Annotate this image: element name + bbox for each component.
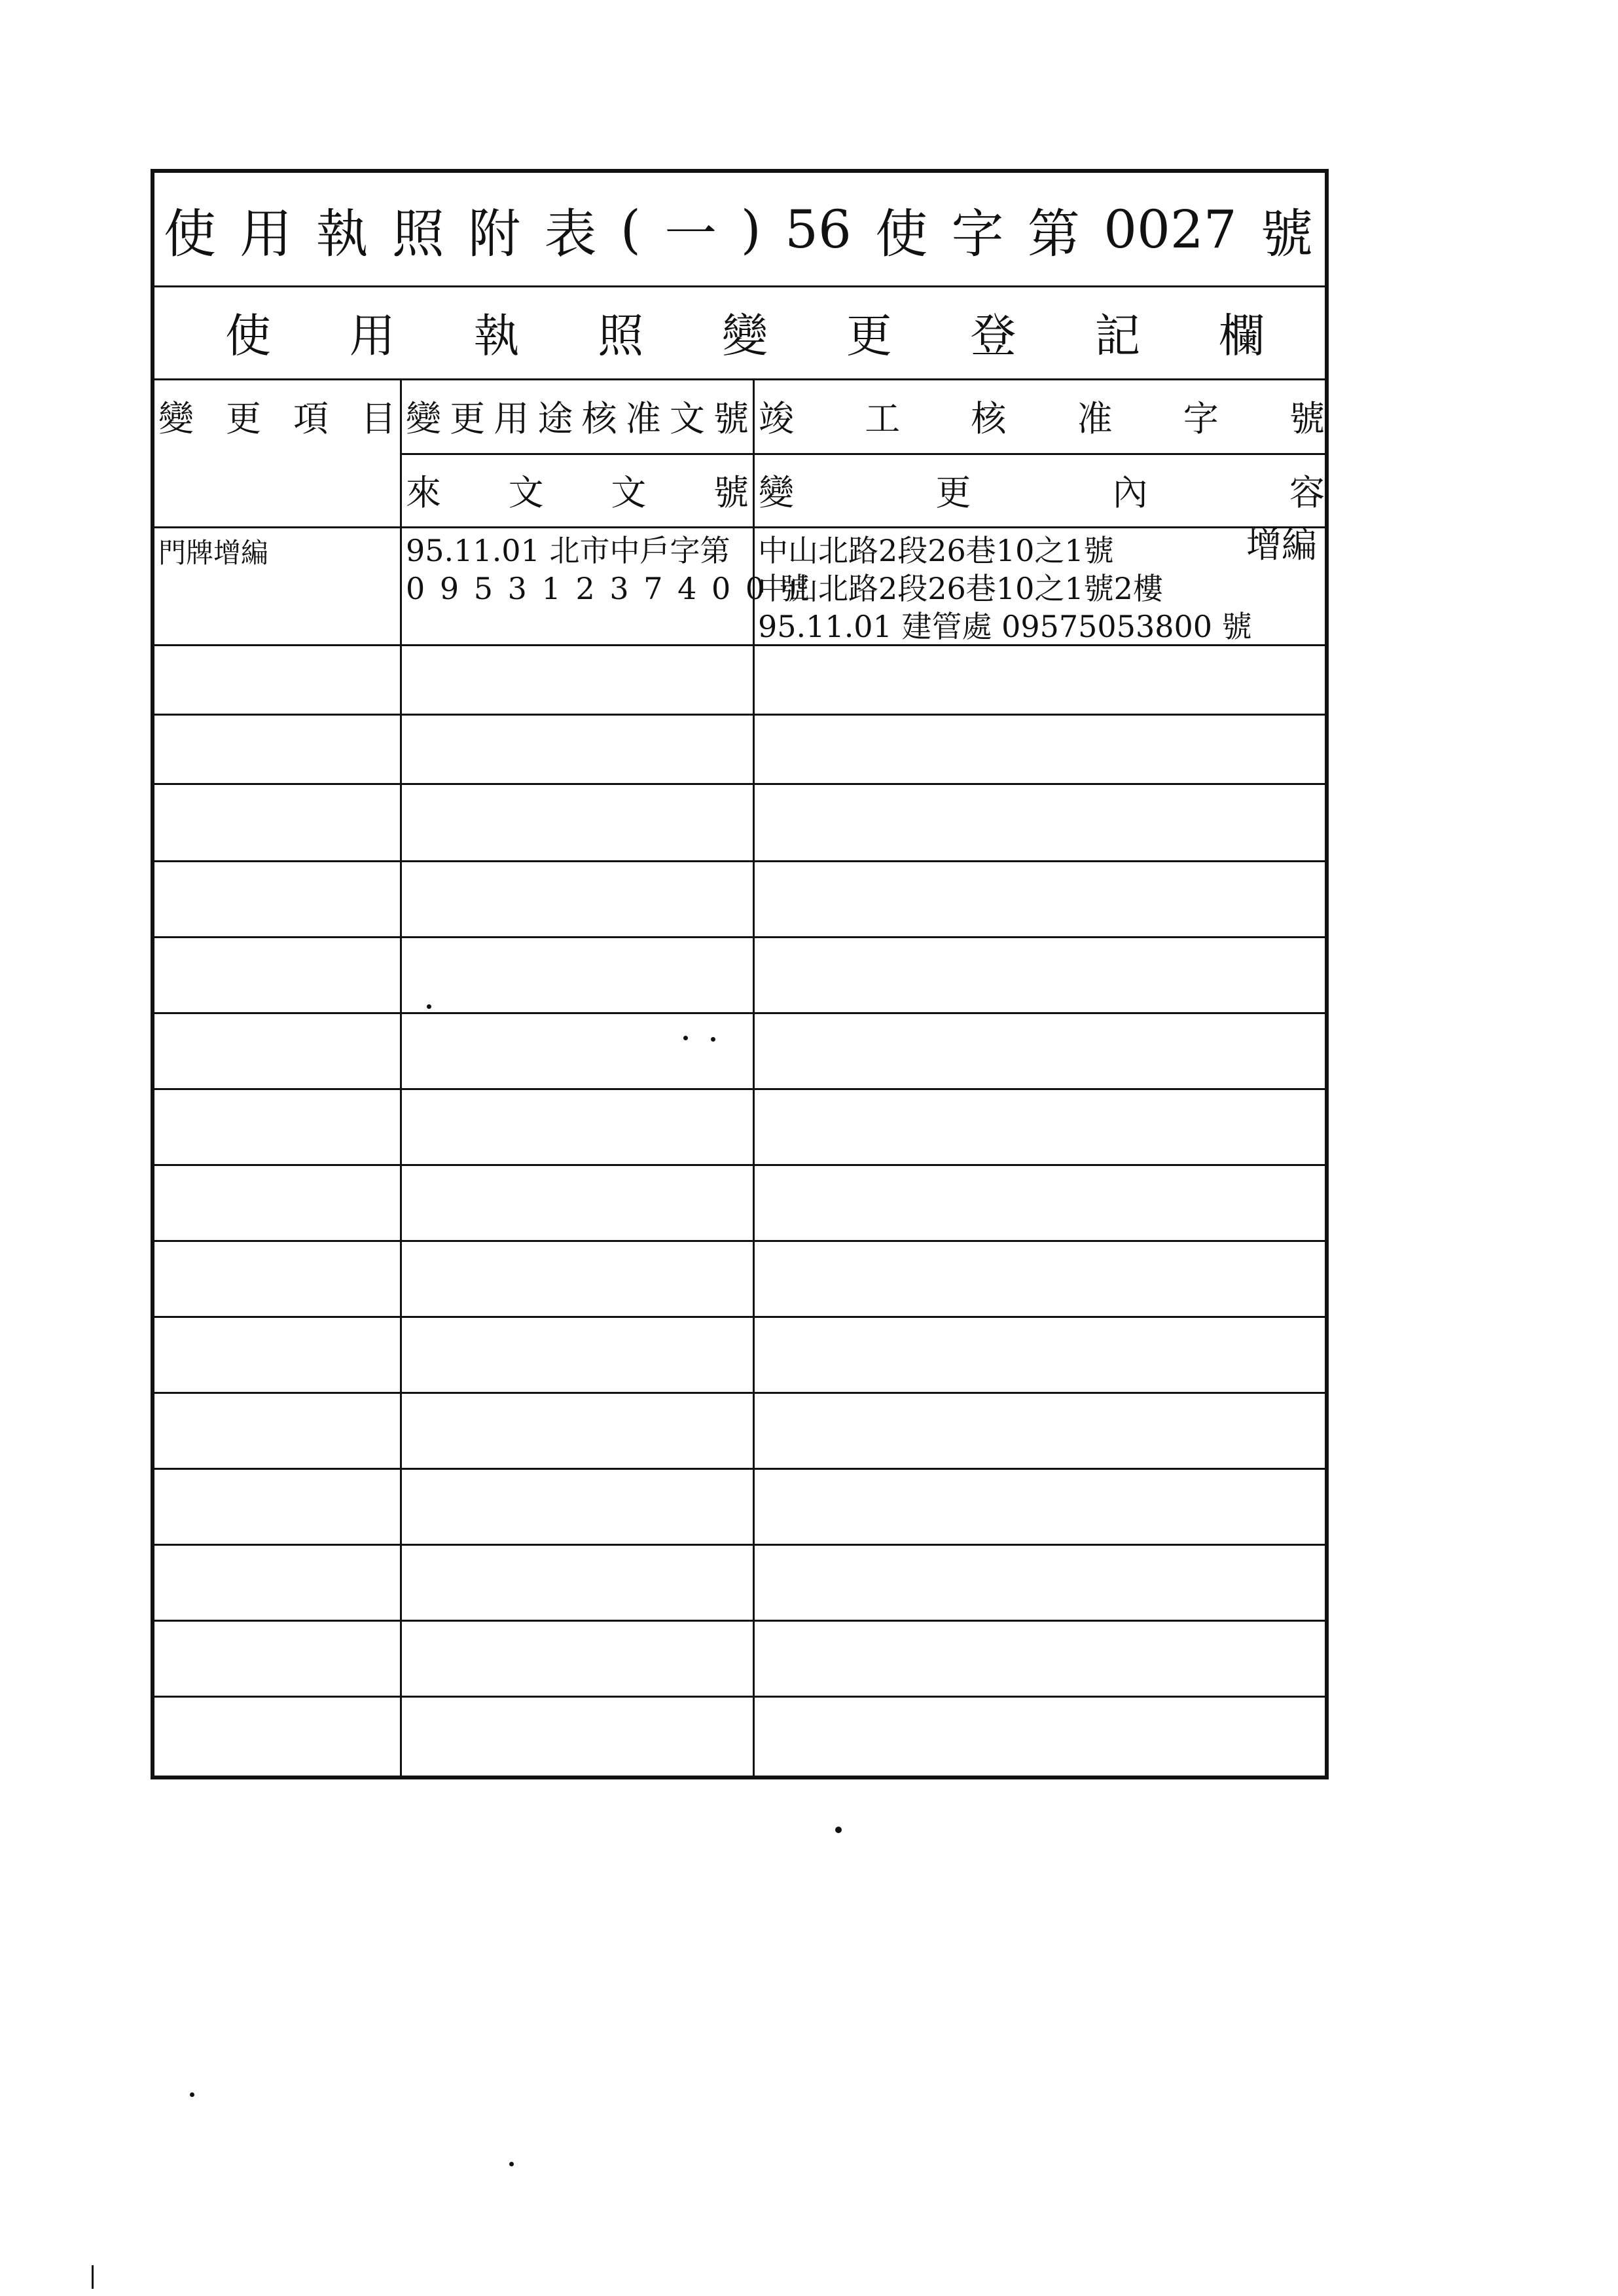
- header-char: 字: [1183, 397, 1219, 439]
- table-row-divider: [154, 714, 1325, 716]
- header-char: 變: [158, 397, 194, 439]
- title-char: 使: [875, 203, 928, 264]
- header-char: 項: [293, 397, 329, 439]
- usage-permit-change-form: [151, 169, 1329, 1779]
- speck-mark: [190, 2092, 194, 2097]
- title-char: (: [620, 198, 641, 260]
- title-char: 用: [240, 203, 293, 264]
- divider-line: [154, 526, 1325, 528]
- form-title: [154, 173, 1325, 285]
- table-row-divider: [154, 1620, 1325, 1622]
- header-char: 來: [406, 471, 441, 513]
- table-row-divider: [154, 860, 1325, 862]
- header-char: 變: [759, 471, 794, 513]
- entry-item: 門牌增編: [158, 537, 269, 569]
- table-row-divider: [154, 1164, 1325, 1166]
- header-change-content: [755, 453, 1329, 526]
- column-divider: [400, 378, 402, 1776]
- header-char: 變: [406, 397, 441, 439]
- speck-mark: [509, 2162, 514, 2166]
- header-char: 竣: [759, 397, 794, 439]
- title-char: 照: [391, 203, 444, 264]
- table-row-divider: [154, 644, 1325, 646]
- title-char: 表: [544, 203, 597, 264]
- table-row-divider: [154, 783, 1325, 785]
- table-row-divider: [154, 1088, 1325, 1090]
- subtitle-char: 用: [349, 308, 395, 363]
- header-char: 核: [581, 397, 617, 439]
- subtitle-char: 照: [598, 308, 644, 363]
- entry-doc-line2: 0 9 5 3 1 2 3 7 4 0 0 號: [406, 571, 812, 606]
- header-char: 號: [713, 471, 749, 513]
- header-char: 核: [971, 397, 1007, 439]
- subtitle-char: 執: [473, 308, 520, 363]
- header-completion-approval-number: [755, 378, 1329, 453]
- header-char: 文: [611, 471, 647, 513]
- header-char: 用: [494, 397, 530, 439]
- edge-mark: [92, 2265, 94, 2289]
- speck-mark: [427, 1004, 431, 1009]
- header-char: 內: [1112, 471, 1148, 513]
- table-row-divider: [154, 936, 1325, 938]
- header-incoming-doc-number: [402, 453, 753, 526]
- table-row-divider: [154, 1316, 1325, 1318]
- title-char: 使: [164, 203, 216, 264]
- table-row-divider: [154, 1696, 1325, 1698]
- table-row-divider: [154, 1012, 1325, 1014]
- title-char: 第: [1027, 203, 1080, 264]
- entry-content-tag: 增編: [1246, 524, 1317, 566]
- header-char: 更: [226, 397, 261, 439]
- entry-content-line3: 95.11.01 建管處 09575053800 號: [758, 609, 1252, 644]
- header-change-item: [154, 378, 400, 453]
- title-char: 附: [468, 203, 521, 264]
- subtitle-char: 使: [225, 308, 271, 363]
- table-row-divider: [154, 1468, 1325, 1470]
- header-char: 更: [935, 471, 971, 513]
- table-row-divider: [154, 1544, 1325, 1546]
- speck-mark: [711, 1037, 715, 1042]
- header-char: 更: [450, 397, 486, 439]
- header-approval-doc-number: [402, 378, 753, 453]
- table-row-divider: [154, 1392, 1325, 1394]
- header-char: 途: [537, 397, 573, 439]
- entry-content-line1: 中山北路2段26巷10之1號: [758, 533, 1114, 568]
- header-char: 准: [1077, 397, 1113, 439]
- header-char: 容: [1289, 471, 1325, 513]
- title-char: 號: [1260, 203, 1313, 264]
- title-char: 56: [785, 198, 852, 260]
- speck-mark: [683, 1036, 688, 1040]
- title-char: 0027: [1104, 198, 1237, 260]
- title-char: 一: [664, 203, 717, 264]
- subtitle-char: 更: [846, 308, 892, 363]
- header-char: 目: [361, 397, 396, 439]
- subtitle-char: 變: [722, 308, 768, 363]
- entry-doc-line1: 95.11.01 北市中戶字第: [406, 533, 730, 568]
- header-char: 工: [865, 397, 901, 439]
- header-char: 准: [625, 397, 661, 439]
- title-char: 字: [951, 203, 1004, 264]
- table-row-divider: [154, 1240, 1325, 1242]
- subtitle-char: 記: [1094, 308, 1141, 363]
- header-char: 文: [669, 397, 705, 439]
- form-subtitle: [154, 285, 1325, 378]
- entry-content-line2: 中山北路2段26巷10之1號2樓: [758, 571, 1163, 606]
- subtitle-char: 登: [970, 308, 1016, 363]
- title-char: ): [740, 198, 761, 260]
- header-char: 號: [713, 397, 749, 439]
- header-char: 號: [1289, 397, 1325, 439]
- subtitle-char: 欄: [1219, 308, 1265, 363]
- header-char: 文: [508, 471, 544, 513]
- speck-mark: [835, 1827, 842, 1833]
- title-char: 執: [315, 203, 369, 264]
